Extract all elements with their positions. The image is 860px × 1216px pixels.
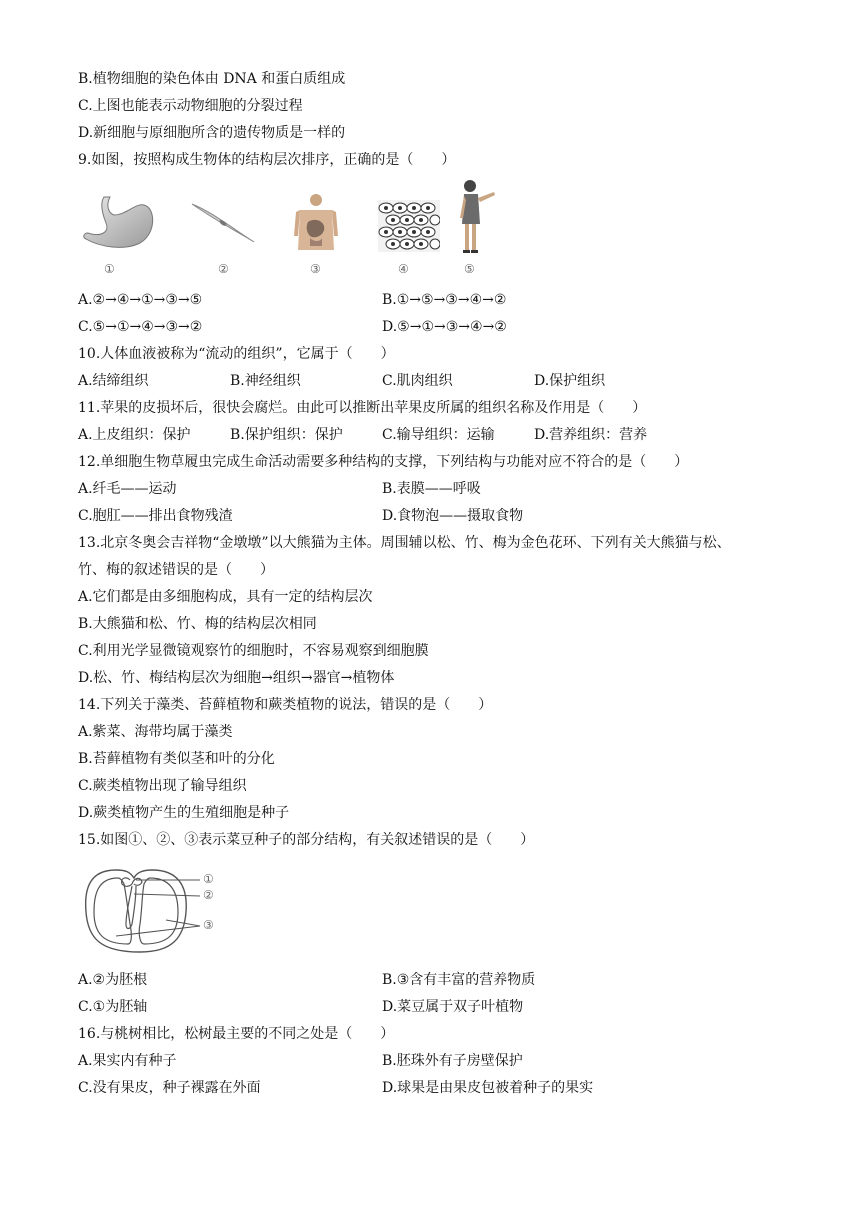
q11-option-c: C.输导组织：运输 [382,427,495,443]
q12-options-row-2 [78,506,778,526]
q12-option-d: D.食物泡——摄取食物 [382,508,524,524]
q16-options-row-1 [78,1051,778,1071]
q15-option-a: A.②为胚根 [78,972,148,988]
q12-option-b: B.表膜——呼吸 [382,481,481,497]
figure-label-4: ④ [398,262,409,276]
q15-options-row-1 [78,970,778,990]
q12-option-c: C.胞肛——排出食物残渣 [78,508,233,524]
q8-option-b: B.植物细胞的染色体由 DNA 和蛋白质组成 [78,71,346,87]
q14-stem: 14.下列关于藻类、苔藓植物和蕨类植物的说法，错误的是（ ） [78,697,493,713]
q9-option-a: A.②→④→①→③→⑤ [78,292,203,308]
stomach-figure [80,193,160,253]
q13-option-d: D.松、竹、梅结构层次为细胞→组织→器官→植物体 [78,670,395,686]
q12-stem: 12.单细胞生物草履虫完成生命活动需要多种结构的支撑，下列结构与功能对应不符合的是（ ） [78,454,689,470]
q14-option-a: A.紫菜、海带均属于藻类 [78,724,233,740]
person-figure [454,178,498,258]
q10-option-d: D.保护组织 [534,373,606,389]
q9-options-row-2 [78,317,778,337]
q8-option-c: C.上图也能表示动物细胞的分裂过程 [78,98,303,114]
q10-option-b: B.神经组织 [230,373,301,389]
q16-option-c: C.没有果皮，种子裸露在外面 [78,1080,261,1096]
q13-stem-line-2: 竹、梅的叙述错误的是（ ） [78,562,274,578]
figure-label-5: ⑤ [464,262,475,276]
figure-label-2: ② [218,262,229,276]
q10-options-row [78,371,778,391]
q9-options-row-1 [78,290,778,310]
figure-label-1: ① [104,262,115,276]
q13-option-a: A.它们都是由多细胞构成，具有一定的结构层次 [78,589,373,605]
q9-option-b: B.①→⑤→③→④→② [382,292,507,308]
q16-options-row-2 [78,1078,778,1098]
seed-label-2: ② [203,888,214,902]
figure-label-3: ③ [310,262,321,276]
q10-option-c: C.肌肉组织 [382,373,453,389]
q15-option-b: B.③含有丰富的营养物质 [382,972,536,988]
q10-stem: 10.人体血液被称为“流动的组织”，它属于（ ） [78,346,395,362]
q16-option-b: B.胚珠外有子房壁保护 [382,1053,523,1069]
q11-options-row [78,425,778,445]
q10-option-a: A.结缔组织 [78,373,149,389]
q13-option-c: C.利用光学显微镜观察竹的细胞时，不容易观察到细胞膜 [78,643,429,659]
q11-option-b: B.保护组织：保护 [230,427,343,443]
q14-option-b: B.苔藓植物有类似茎和叶的分化 [78,751,275,767]
q15-option-c: C.①为胚轴 [78,999,148,1015]
muscle-cell-figure [188,198,258,248]
q13-stem-line-1: 13.北京冬奥会吉祥物“金墩墩”以大熊猫为主体。周围辅以松、竹、梅为金色花环、下列有关大熊猫与松、 [78,535,731,551]
seed-label-1: ① [203,872,214,886]
q11-stem: 11.苹果的皮损坏后，很快会腐烂。由此可以推断出苹果皮所属的组织名称及作用是（ ） [78,400,647,416]
q15-stem: 15.如图①、②、③表示菜豆种子的部分结构，有关叙述错误的是（ ） [78,832,535,848]
q15-options-row-2 [78,997,778,1017]
q16-option-a: A.果实内有种子 [78,1053,177,1069]
q15-option-d: D.菜豆属于双子叶植物 [382,999,524,1015]
q12-options-row-1 [78,479,778,499]
q11-option-a: A.上皮组织：保护 [78,427,191,443]
q9-option-d: D.⑤→①→③→④→② [382,319,507,335]
q11-option-d: D.营养组织：营养 [534,427,648,443]
q8-option-d: D.新细胞与原细胞所含的遗传物质是一样的 [78,125,346,141]
q16-option-d: D.球果是由果皮包被着种子的果实 [382,1080,594,1096]
digestive-system-figure [292,192,340,256]
q12-option-a: A.纤毛——运动 [78,481,177,497]
q13-option-b: B.大熊猫和松、竹、梅的结构层次相同 [78,616,317,632]
q16-stem: 16.与桃树相比，松树最主要的不同之处是（ ） [78,1026,395,1042]
q14-option-c: C.蕨类植物出现了输导组织 [78,778,247,794]
q14-option-d: D.蕨类植物产生的生殖细胞是种子 [78,805,290,821]
tissue-figure [378,200,440,252]
seed-label-3: ③ [203,918,214,932]
q9-stem: 9.如图，按照构成生物体的结构层次排序，正确的是（ ） [78,152,456,168]
q9-option-c: C.⑤→①→④→③→② [78,319,203,335]
